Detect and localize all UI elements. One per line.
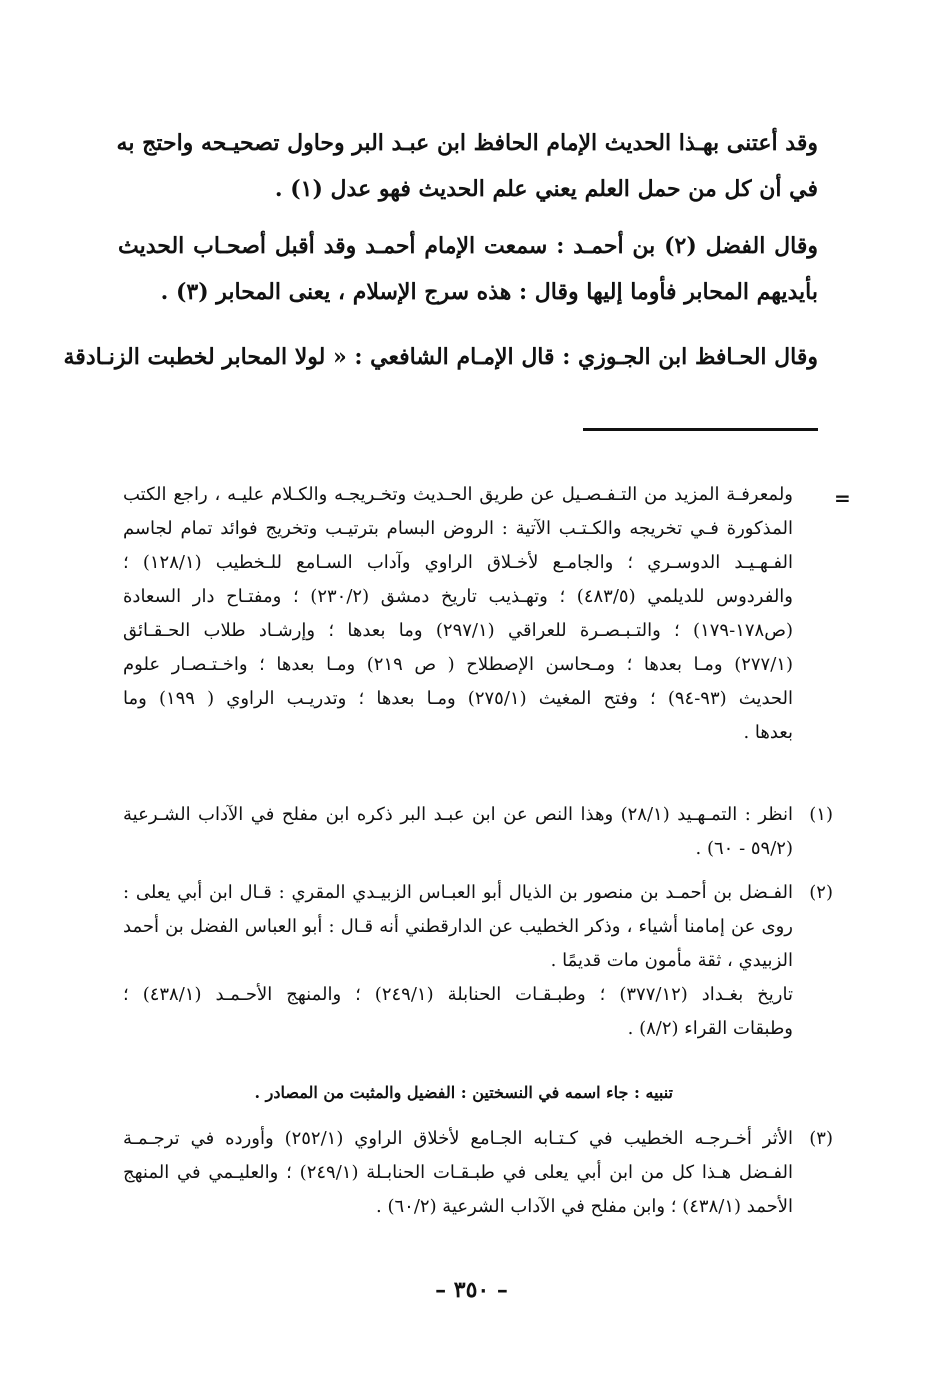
main-paragraph-3: [63, 334, 818, 380]
footnote-line: (٢٧٧/١) ومـا بعدها ؛ ومـحاسن الإصطلاح ( ص ٢١٩) ومـا بعدها ؛ واخـتـصـار علوم: [123, 654, 793, 675]
page-number: – ٣٥٠ –: [435, 1277, 508, 1303]
main-line: في أن كل من حمل العلم يعني علم الحديث فهو عدل (١) .: [274, 176, 818, 202]
footnote-line: الزبيدي ، ثقة مأمون مات قديمًا .: [550, 950, 793, 971]
footnote-line: الأثر أخـرجـه الخطيب في كـتـابه الجـامع لأخلاق الراوي (٢٥٢/١) وأورده في ترجـمـة: [123, 1128, 793, 1149]
footnote-line: تاريخ بغـداد (٣٧٧/١٢) ؛ وطبـقـات الحنابلة (٢٤٩/١) ؛ والمنهج الأحـمـد (٤٣٨/١) ؛: [123, 984, 793, 1005]
footnote-number: (١): [809, 804, 833, 825]
footnote-separator: [583, 428, 818, 431]
footnote-line: الأحمد (٤٣٨/١) ؛ وابن مفلح في الآداب الشرعية (٦٠/٢) .: [376, 1196, 793, 1217]
footnote-2: [123, 876, 833, 1046]
footnote-line: (٥٩/٢ - ٦٠) .: [695, 838, 793, 859]
main-paragraph-1: [118, 120, 818, 212]
footnote-line: بعدها .: [743, 722, 793, 743]
footnote-number: (٢): [809, 882, 833, 903]
main-line: وقد أعتنى بهـذا الحديث الإمام الحافظ ابن عبـد البر وحاول تصحيـحه واحتج به: [116, 130, 818, 156]
footnote-2-note: تنبيه : جاء اسمه في النسختين : الفضيل والمثبت من المصادر .: [254, 1083, 673, 1102]
footnote-line: الفـهـيـد الدوسـري ؛ والجامـع لأخـلاق الراوي وآداب السـامع للـخطيب (١٢٨/١) ؛: [123, 552, 793, 573]
footnote-line: المذكورة فـي تخريجه والكـتـب الآتية : الروض البسام بترتيـب وتخريج فوائد تمام لجاسم: [123, 518, 793, 539]
main-line: بأيديهم المحابر فأوما إليها وقال : هذه سرج الإسلام ، يعنى المحابر (٣) .: [160, 279, 818, 305]
footnote-continuation: [123, 478, 793, 750]
footnote-number: (٣): [809, 1128, 833, 1149]
footnote-line: روى عن إمامنا أشياء ، وذكر الخطيب عن الدارقطني أنه قـال : أبو العباس الفضل بن أحمد: [123, 916, 793, 937]
footnote-line: الحديث (٩٣-٩٤) ؛ وفتح المغيث (٢٧٥/١) ومـا بعدها ؛ وتدريـب الراوي ( ١٩٩) وما: [123, 688, 794, 709]
footnote-line: والفردوس للديلمي (٤٨٣/٥) ؛ وتهـذيب تاريخ دمشق (٢٣٠/٢) ؛ ومفتـاح دار السعادة: [123, 586, 794, 607]
main-line: وقال الفضل (٢) بن أحمـد : سمعت الإمام أحمـد وقد أقبل أصحـاب الحديث: [118, 233, 818, 259]
footnote-line: ولمعرفـة المزيد من التـفـصـيل عن طريق الحـديث وتخـريجـه والكـلام عليـه ، راجع الكتب: [123, 484, 793, 505]
footnote-3: [123, 1122, 833, 1224]
footnote-line: الفـضل هـذا كل من ابن أبي يعلى في طبـقـات الحنابـلة (٢٤٩/١) ؛ والعليـمي في المنهج: [123, 1162, 793, 1183]
main-paragraph-2: [118, 223, 818, 315]
footnote-1: [123, 798, 833, 866]
continuation-mark: =: [834, 486, 851, 510]
footnote-line: انظر : التمـهـيد (٢٨/١) وهذا النص عن ابن عبـد البر ذكره ابن مفلح في الآداب الشـرعية: [123, 804, 793, 825]
footnote-line: (ص١٧٨-١٧٩) ؛ والتـبـصـرة للعراقي (٢٩٧/١) وما بعدها ؛ وإرشـاد طلاب الحـقـائق: [123, 620, 794, 641]
footnote-line: الفـضل بن أحمـد بن منصور بن الذيال أبو العبـاس الزبيـدي المقري : قـال ابن أبي يعلى :: [123, 882, 793, 903]
main-line: وقال الحـافظ ابن الجـوزي : قال الإمـام الشافعي : « لولا المحابر لخطبت الزنـادقة: [63, 344, 818, 370]
footnote-line: وطبقات القراء (٨/٢) .: [627, 1018, 793, 1039]
